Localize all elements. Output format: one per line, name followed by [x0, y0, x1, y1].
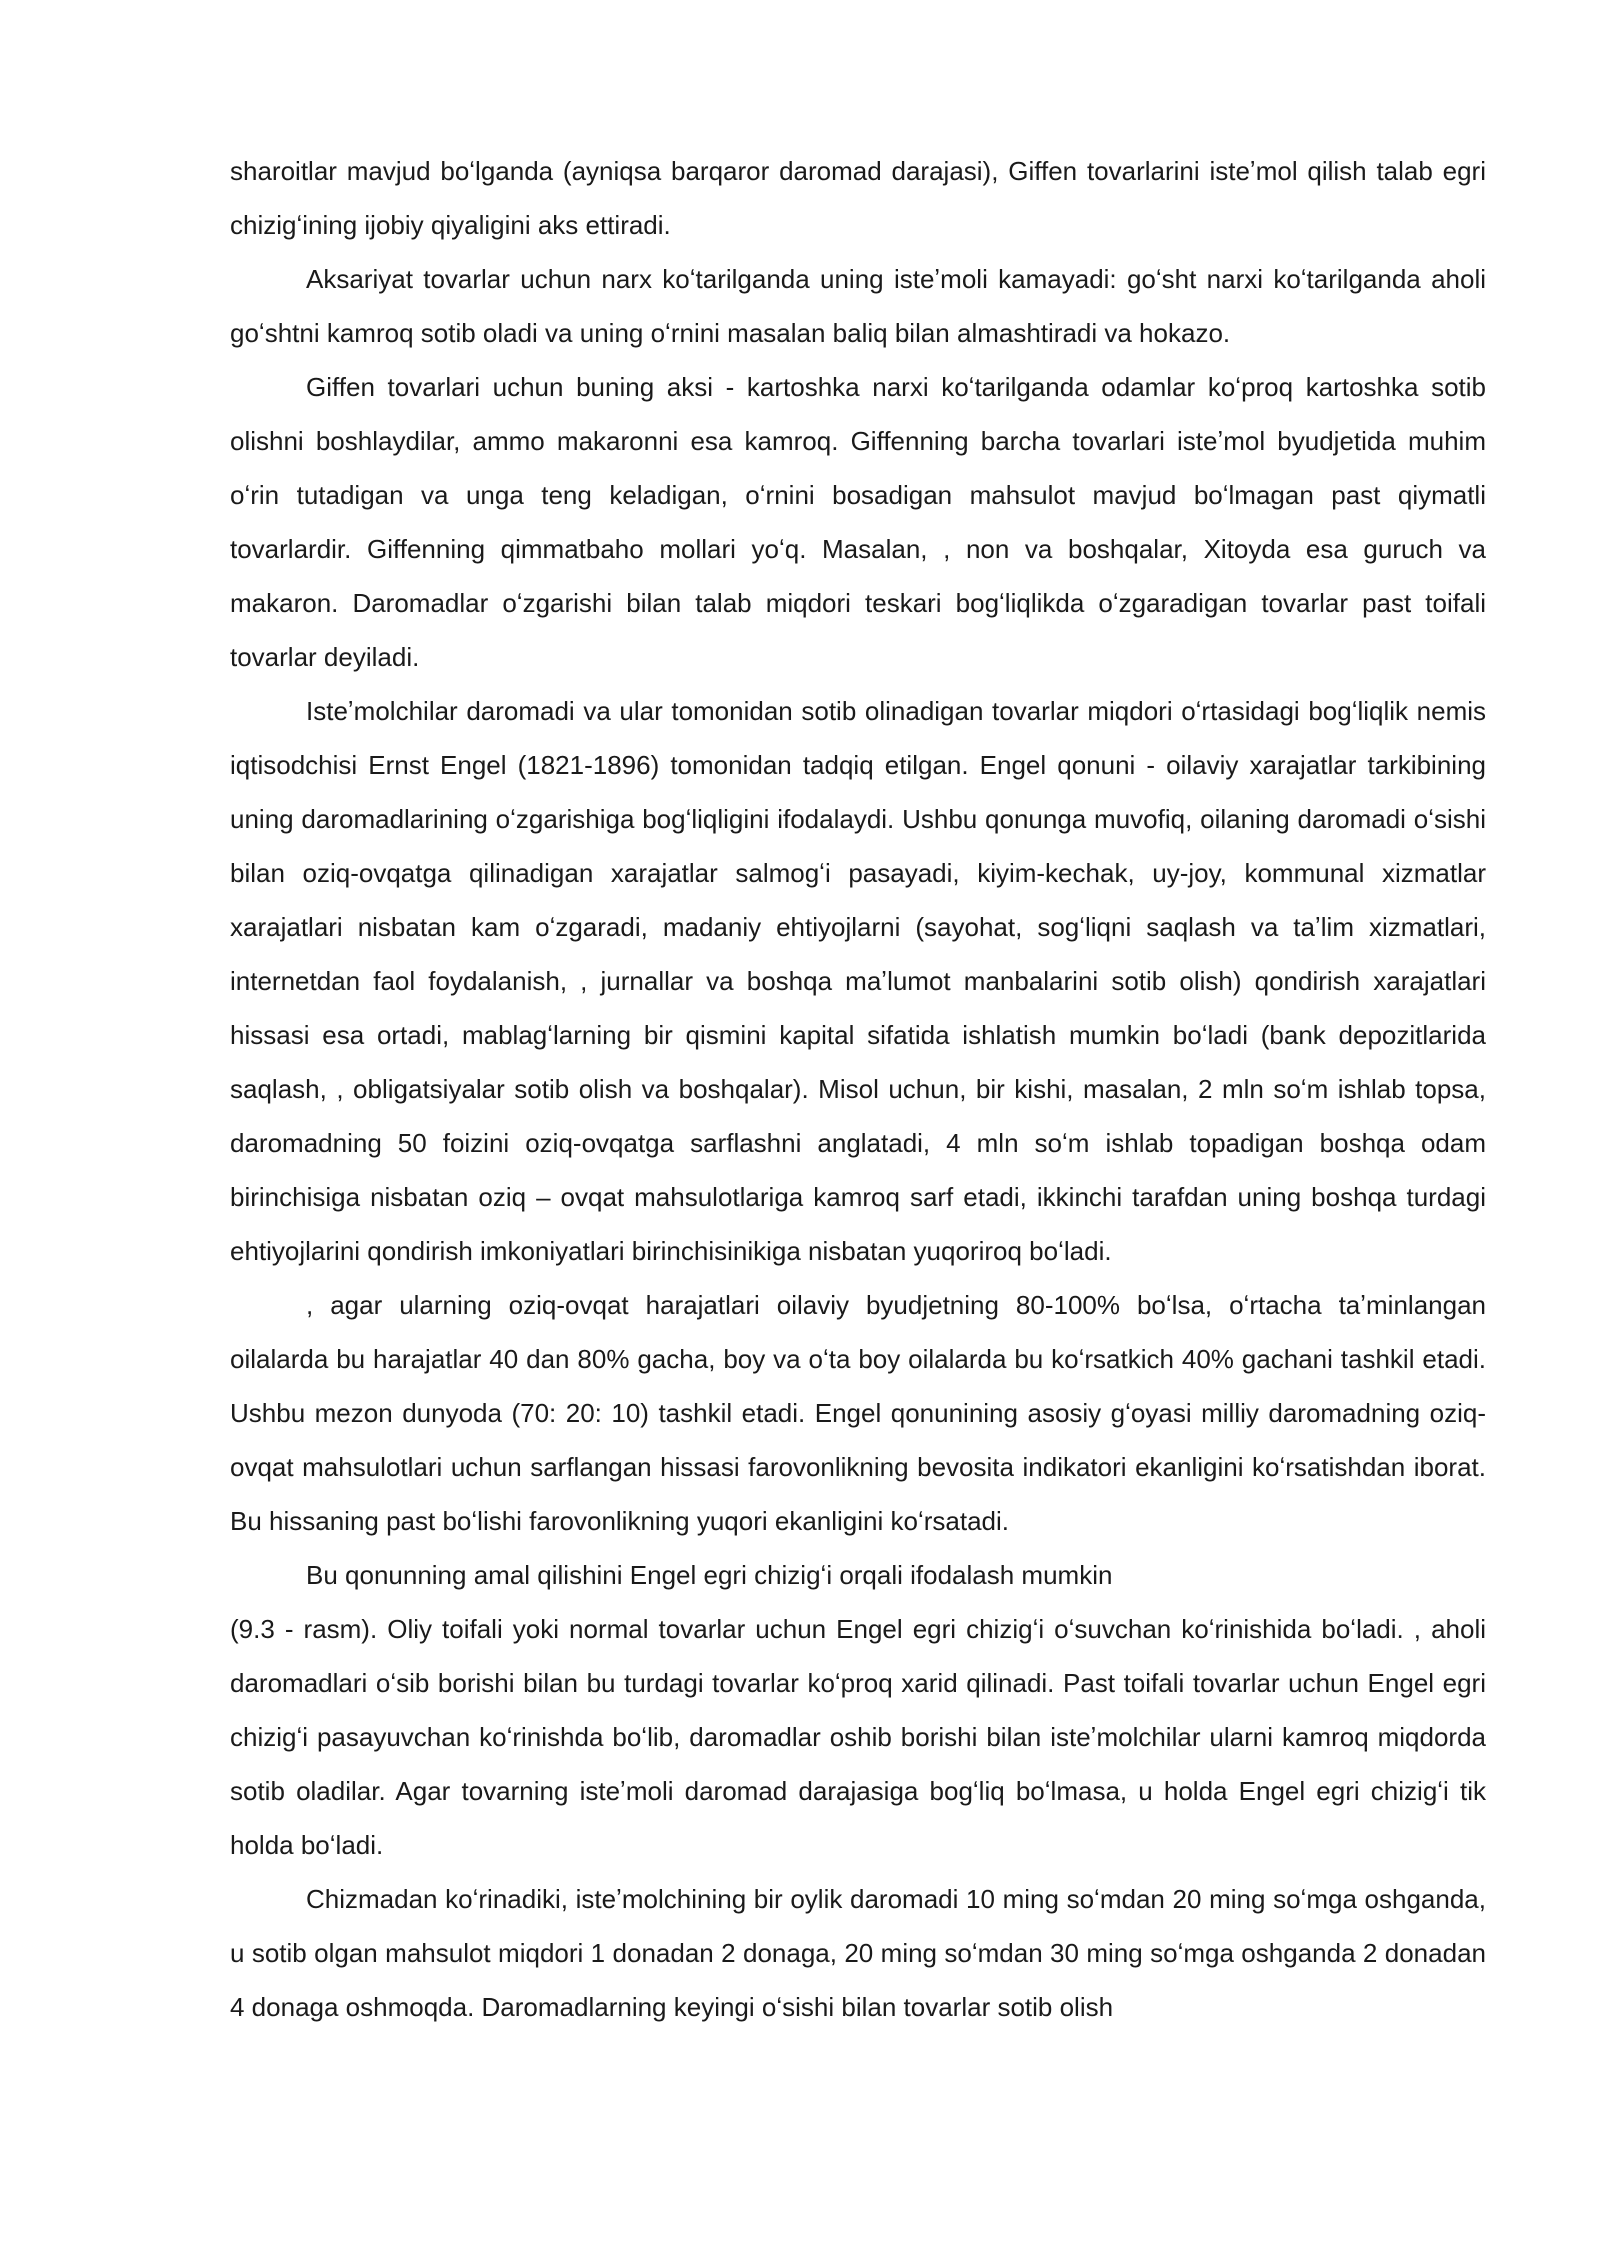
paragraph-8: Chizmadan koʻrinadiki, isteʼmolchining bir oylik daromadi 10 ming soʻmdan 20 ming soʻmga oshganda, u sotib olgan mahsulot miqdori 1 donadan 2 donaga, 20 ming soʻmdan 30 ming soʻmga oshganda 2 donadan 4 donaga oshmoqda. Daromadlarning keyingi oʻsishi bilan tovarlar sotib olish: [230, 1884, 1486, 2022]
paragraph-6: Bu qonunning amal qilishini Engel egri chizigʻi orqali ifodalash mumkin: [306, 1560, 1113, 1590]
paragraph-2: Aksariyat tovarlar uchun narx koʻtarilganda uning isteʼmoli kamayadi: goʻsht narxi koʻtarilganda aholi goʻshtni kamroq sotib oladi va uning oʻrnini masalan baliq bilan almashtiradi va hokazo.: [230, 264, 1486, 348]
paragraph-3: Giffen tovarlari uchun buning aksi - kartoshka narxi koʻtarilganda odamlar koʻproq kartoshka sotib olishni boshlaydilar, ammo makaronni esa kamroq. Giffenning barcha tovarlari isteʼmol byudjetida muhim oʻrin tutadigan va unga teng keladigan, oʻrnini bosadigan mahsulot mavjud boʻlmagan past qiymatli tovarlardir. Giffenning qimmatbaho mollari yoʻq. Masalan, , non va boshqalar, Xitoyda esa guruch va makaron. Daromadlar oʻzgarishi bilan talab miqdori teskari bogʻliqlikda oʻzgaradigan tovarlar past toifali tovarlar deyiladi.: [230, 372, 1486, 672]
paragraph-7: (9.3 - rasm). Oliy toifali yoki normal tovarlar uchun Engel egri chizigʻi oʻsuvchan koʻrinishida boʻladi. , aholi daromadlari oʻsib borishi bilan bu turdagi tovarlar koʻproq xarid qilinadi. Past toifali tovarlar uchun Engel egri chizigʻi pasayuvchan koʻrinishda boʻlib, daromadlar oshib borishi bilan isteʼmolchilar ularni kamroq miqdorda sotib oladilar. Agar tovarning isteʼmoli daromad darajasiga bogʻliq boʻlmasa, u holda Engel egri chizigʻi tik holda boʻladi.: [230, 1614, 1486, 1860]
document-page: [230, 144, 1486, 2034]
paragraph-1: sharoitlar mavjud boʻlganda (ayniqsa barqaror daromad darajasi), Giffen tovarlarini isteʼmol qilish talab egri chizigʻining ijobiy qiyaligini aks ettiradi.: [230, 156, 1486, 240]
paragraph-4: Isteʼmolchilar daromadi va ular tomonidan sotib olinadigan tovarlar miqdori oʻrtasidagi bogʻliqlik nemis iqtisodchisi Ernst Engel (1821-1896) tomonidan tadqiq etilgan. Engel qonuni - oilaviy xarajatlar tarkibining uning daromadlarining oʻzgarishiga bogʻliqligini ifodalaydi. Ushbu qonunga muvofiq, oilaning daromadi oʻsishi bilan oziq-ovqatga qilinadigan xarajatlar salmogʻi pasayadi, kiyim-kechak, uy-joy, kommunal xizmatlar xarajatlari nisbatan kam oʻzgaradi, madaniy ehtiyojlarni (sayohat, sogʻliqni saqlash va taʼlim xizmatlari, internetdan faol foydalanish, , jurnallar va boshqa maʼlumot manbalarini sotib olish) qondirish xarajatlari hissasi esa ortadi, mablagʻlarning bir qismini kapital sifatida ishlatish mumkin boʻladi (bank depozitlarida saqlash, , obligatsiyalar sotib olish va boshqalar). Misol uchun, bir kishi, masalan, 2 mln soʻm ishlab topsa, daromadning 50 foizini oziq-ovqatga sarflashni anglatadi, 4 mln soʻm ishlab topadigan boshqa odam birinchisiga nisbatan oziq – ovqat mahsulotlariga kamroq sarf etadi, ikkinchi tarafdan uning boshqa turdagi ehtiyojlarini qondirish imkoniyatlari birinchisinikiga nisbatan yuqoriroq boʻladi.: [230, 696, 1486, 1266]
paragraph-5: , agar ularning oziq-ovqat harajatlari oilaviy byudjetning 80-100% boʻlsa, oʻrtacha taʼminlangan oilalarda bu harajatlar 40 dan 80% gacha, boy va oʻta boy oilalarda bu koʻrsatkich 40% gachani tashkil etadi. Ushbu mezon dunyoda (70: 20: 10) tashkil etadi. Engel qonunining asosiy gʻoyasi milliy daromadning oziq-ovqat mahsulotlari uchun sarflangan hissasi farovonlikning bevosita indikatori ekanligini koʻrsatishdan iborat. Bu hissaning past boʻlishi farovonlikning yuqori ekanligini koʻrsatadi.: [230, 1290, 1486, 1536]
